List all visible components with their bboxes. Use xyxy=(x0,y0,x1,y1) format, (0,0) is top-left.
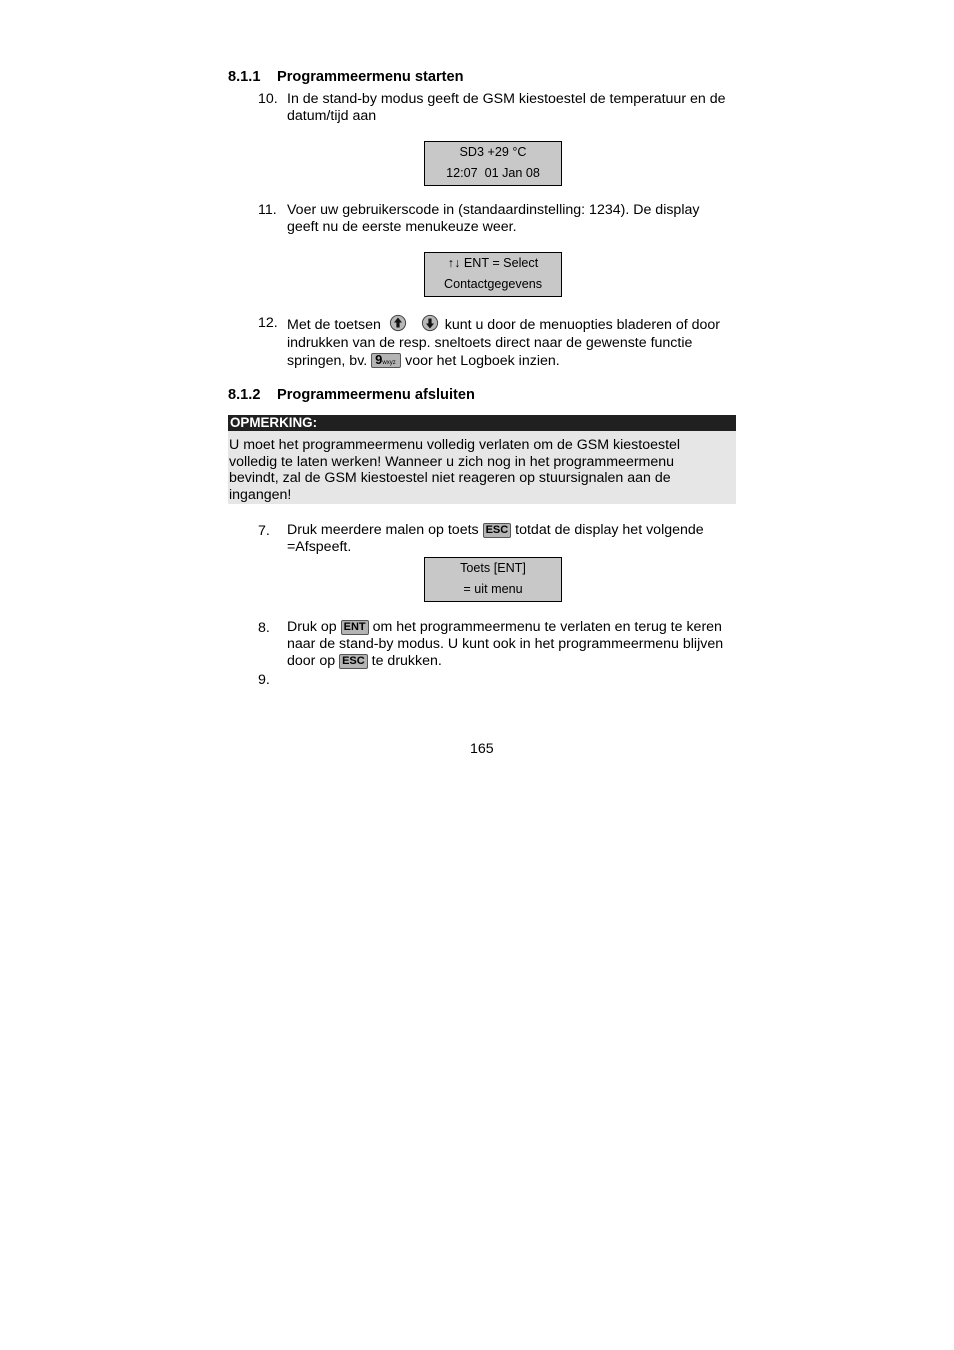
step-text xyxy=(287,619,739,670)
note-heading: OPMERKING: xyxy=(228,415,736,431)
key-digit: 9 xyxy=(375,352,383,367)
text-fragment: te drukken. xyxy=(371,653,442,669)
text-fragment: kunt u door de menuopties bladeren of door xyxy=(444,317,720,333)
text-fragment: springen, bv. xyxy=(287,353,368,369)
lcd-line-1: Toets [ENT] xyxy=(460,561,526,575)
step-text xyxy=(287,522,739,556)
key-letters: wxyz xyxy=(382,360,396,366)
ent-key-icon: ENT xyxy=(341,620,369,635)
step-number: 11. xyxy=(258,202,277,218)
step-text xyxy=(287,314,739,370)
esc-key-icon: ESC xyxy=(339,654,368,669)
step-text-line: naar de stand-by modus. U kunt ook in het programmeermenu blijven xyxy=(287,636,724,652)
text-fragment: Druk op xyxy=(287,619,337,635)
text-fragment: Met de toetsen xyxy=(287,317,381,333)
step-text-line: geeft nu de eerste menukeuze weer. xyxy=(287,219,517,235)
key-9-wxyz-icon xyxy=(371,353,401,368)
step-text-line xyxy=(287,522,739,539)
step-text xyxy=(287,91,739,125)
lcd-display-standby xyxy=(424,141,562,186)
lcd-line-2: Contactgegevens xyxy=(443,277,543,291)
note-line: volledig te laten werken! Wanneer u zich nog in het programmeermenu xyxy=(229,453,675,470)
step-9 xyxy=(258,672,738,690)
section-number: 8.1.2 xyxy=(228,387,261,403)
note-line: ingangen! xyxy=(229,487,292,504)
step-text xyxy=(287,202,739,236)
step-text-line: In de stand-by modus geeft de GSM kiestoestel de temperatuur en de xyxy=(287,91,726,107)
step-text-line xyxy=(287,352,739,370)
section-heading-8-1-1 xyxy=(228,69,464,86)
text-fragment: om het programmeermenu te verlaten en terug te keren xyxy=(372,619,722,635)
step-8 xyxy=(258,619,738,673)
text-fragment: Druk meerdere malen op toets xyxy=(287,522,479,538)
arrow-up-key-icon xyxy=(389,314,407,332)
text-fragment: totdat de display het volgende xyxy=(515,522,704,538)
lcd-line-2: 12:07 01 Jan 08 xyxy=(446,166,540,180)
lcd-display-exit xyxy=(424,557,562,602)
step-text-line xyxy=(287,314,739,334)
lcd-line-1: ↑↓ ENT = Select xyxy=(447,256,539,270)
step-number: 10. xyxy=(258,91,278,107)
step-7 xyxy=(258,522,738,558)
esc-key-icon: ESC xyxy=(483,523,512,538)
step-number: 7. xyxy=(258,523,270,539)
note-line: U moet het programmeermenu volledig verlaten om de GSM kiestoestel xyxy=(229,437,681,453)
section-number: 8.1.1 xyxy=(228,69,261,85)
step-10 xyxy=(258,91,738,127)
lcd-display-menu xyxy=(424,252,562,297)
step-text-line xyxy=(287,653,739,670)
step-text-line xyxy=(287,619,739,636)
section-heading-8-1-2 xyxy=(228,387,475,404)
note-body xyxy=(228,431,736,504)
lcd-line-2: = uit menu xyxy=(463,582,523,596)
lcd-line-1: SD3 +29 °C xyxy=(459,145,527,159)
step-number: 9. xyxy=(258,672,270,688)
page-number: 165 xyxy=(470,741,494,757)
step-11 xyxy=(258,202,738,238)
step-text-line: datum/tijd aan xyxy=(287,108,377,124)
step-text-line: indrukken van de resp. sneltoets direct naar de gewenste functie xyxy=(287,335,693,351)
step-text-line: Voer uw gebruikerscode in (standaardinstelling: 1234). De display xyxy=(287,202,700,218)
text-fragment: door op xyxy=(287,653,336,669)
step-number: 12. xyxy=(258,315,278,331)
step-text-line: =Afspeeft. xyxy=(287,539,352,555)
note-line: bevindt, zal de GSM kiestoestel niet reageren op stuursignalen aan de xyxy=(229,470,671,487)
section-title: Programmeermenu starten xyxy=(277,69,464,85)
text-fragment: voor het Logboek inzien. xyxy=(405,353,560,369)
step-number: 8. xyxy=(258,620,270,636)
step-12 xyxy=(258,314,738,370)
arrow-down-key-icon xyxy=(421,314,439,332)
section-title: Programmeermenu afsluiten xyxy=(277,387,475,403)
